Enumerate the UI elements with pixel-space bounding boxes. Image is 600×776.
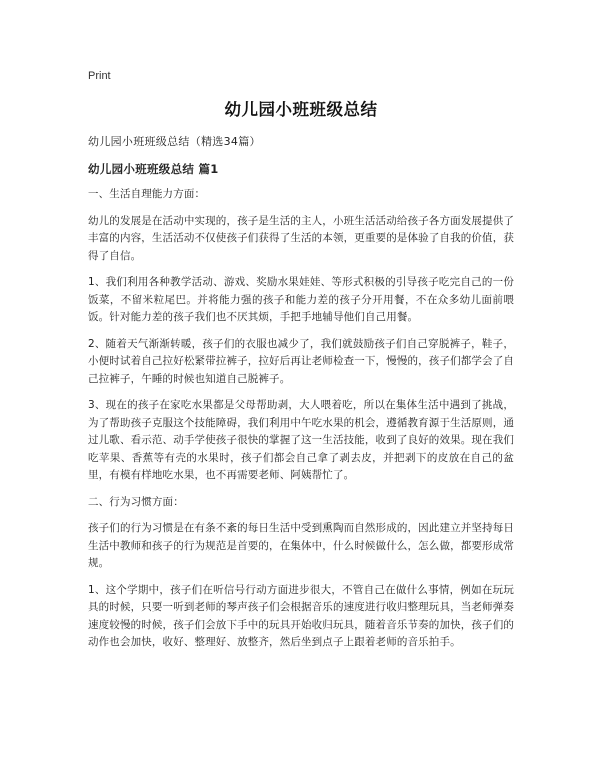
paragraph: 1、这个学期中，孩子们在听信号行动方面进步很大，不管自己在做什么事情，例如在玩玩具的时候，只要一听到老师的琴声孩子们会根据音乐的速度进行收归整理玩具，当老师弹奏速度较慢的时候，孩子们会放下手中的玩具开始收归玩具，随着音乐节奏的加快，孩子们的动作也会加快，收好、整理好、放整齐，然后坐到点子上跟着老师的音乐拍手。 — [88, 583, 514, 648]
paragraph: 1、我们利用各种教学活动、游戏、奖励水果娃娃、等形式积极的引导孩子吃完自己的一份饭菜，不留米粒尾巴。并将能力强的孩子和能力差的孩子分开用餐，不在众多幼儿面前喂饭。针对能力差的孩子我们也不厌其烦，手把手地辅导他们自己用餐。 — [88, 276, 514, 323]
document-subtitle: 幼儿园小班班级总结（精选34篇） — [88, 135, 261, 148]
paragraph: 3、现在的孩子在家吃水果都是父母帮助剥，大人喂着吃，所以在集体生活中遇到了挑战，为了帮助孩子克服这个技能障碍，我们利用中午吃水果的机会，遵循教育源于生活原则，通过儿歌、看示范、动手学使孩子很快的掌握了这一生活技能，收到了良好的效果。现在我们吃苹果、香蕉等有壳的水果时，孩子们都会自己拿了剥去皮，并把剥下的皮放在自己的盆里，有模有样地吃水果，也不再需要老师、阿姨帮忙了。 — [88, 399, 514, 481]
document-page — [88, 70, 514, 661]
section-heading-behavior-habits: 二、行为习惯方面： — [88, 495, 184, 508]
paragraph: 孩子们的行为习惯是在有条不紊的每日生活中受到熏陶而自然形成的，因此建立并坚持每日生活中教师和孩子的行为规范是首要的，在集体中，什么时候做什么，怎么做，都要形成常规。 — [88, 522, 514, 569]
section-heading-life-skills: 一、生活自理能力方面： — [88, 188, 206, 200]
document-title: 幼儿园小班班级总结 — [224, 100, 378, 119]
paragraph: 2、随着天气渐渐转暖，孩子们的衣服也减少了，我们就鼓励孩子们自己穿脱裤子，鞋子，小便时试着自己拉好松紧带拉裤子，拉好后再让老师检查一下，慢慢的，孩子们都学会了自己拉裤子，午睡的时候也知道自己脱裤子。 — [88, 337, 514, 385]
print-label[interactable]: Print — [88, 70, 111, 82]
paragraph: 幼儿的发展是在活动中实现的，孩子是生活的主人，小班生活活动给孩子各方面发展提供了丰富的内容，生活活动不仅使孩子们获得了生活的本领，更重要的是体验了自我的价值，获得了自信。 — [88, 214, 514, 262]
article-heading: 幼儿园小班班级总结 篇1 — [88, 162, 219, 176]
